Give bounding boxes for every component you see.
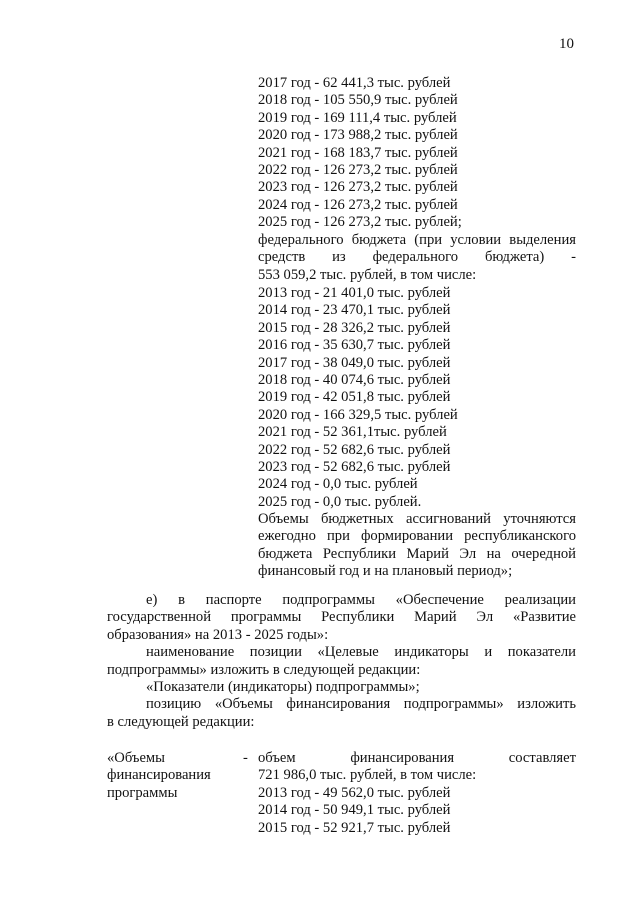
table-cell: «Объемы — [107, 750, 165, 766]
list-item: 2020 год - 166 329,5 тыс. рублей — [258, 406, 458, 423]
funding-list-federal — [258, 285, 576, 511]
paragraph-line: средств из федерального бюджета) - — [258, 249, 576, 266]
paragraph-line: федерального бюджета (при условии выделения — [258, 232, 576, 248]
passport-right-column — [258, 750, 576, 837]
paragraph-line: финансовый год и на плановый период»; — [258, 563, 513, 580]
list-item: 2016 год - 35 630,7 тыс. рублей — [258, 337, 451, 354]
list-item: 2015 год - 28 326,2 тыс. рублей — [258, 319, 451, 336]
list-item: 2023 год - 126 273,2 тыс. рублей — [258, 179, 458, 196]
table-cell: 721 986,0 тыс. рублей, в том числе: — [258, 767, 477, 784]
list-item: 2023 год - 52 682,6 тыс. рублей — [258, 458, 451, 475]
list-item: 2022 год - 52 682,6 тыс. рублей — [258, 441, 451, 458]
amendments-section — [107, 592, 576, 731]
paragraph-line: Объемы бюджетных ассигнований уточняются — [258, 511, 576, 527]
paragraph-line: 553 059,2 тыс. рублей, в том числе: — [258, 266, 477, 283]
list-item: 2019 год - 169 111,4 тыс. рублей — [258, 109, 457, 126]
table-cell: объем финансирования составляет — [258, 750, 576, 766]
list-item: 2025 год - 0,0 тыс. рублей. — [258, 493, 422, 510]
list-item: 2024 год - 126 273,2 тыс. рублей — [258, 196, 458, 213]
page-number: 10 — [559, 36, 574, 52]
list-item: 2021 год - 168 183,7 тыс. рублей — [258, 144, 458, 161]
table-cell: 2014 год - 50 949,1 тыс. рублей — [258, 802, 451, 819]
list-item: 2018 год - 105 550,9 тыс. рублей — [258, 92, 458, 109]
paragraph-line: «Показатели (индикаторы) подпрограммы»; — [146, 678, 420, 695]
list-item: 2022 год - 126 273,2 тыс. рублей — [258, 161, 458, 178]
funding-list-regional — [258, 75, 576, 232]
paragraph-line: образования» на 2013 - 2025 годы»: — [107, 626, 329, 643]
list-item: 2017 год - 62 441,3 тыс. рублей — [258, 75, 451, 91]
list-item: 2025 год - 126 273,2 тыс. рублей; — [258, 214, 462, 231]
table-cell: 2015 год - 52 921,7 тыс. рублей — [258, 819, 451, 836]
list-item: 2017 год - 38 049,0 тыс. рублей — [258, 354, 451, 371]
passport-dash: - — [243, 750, 248, 766]
table-cell: программы — [107, 784, 178, 801]
paragraph-line: государственной программы Республики Марий Эл «Развитие — [107, 609, 576, 626]
table-cell: 2013 год - 49 562,0 тыс. рублей — [258, 784, 451, 801]
list-item: 2018 год - 40 074,6 тыс. рублей — [258, 371, 451, 388]
paragraph-line: е) в паспорте подпрограммы «Обеспечение реализации — [146, 592, 576, 608]
list-item: 2020 год - 173 988,2 тыс. рублей — [258, 127, 458, 144]
paragraph-line: в следующей редакции: — [107, 713, 255, 730]
passport-left-column — [107, 750, 247, 802]
list-item: 2019 год - 42 051,8 тыс. рублей — [258, 389, 451, 406]
paragraph-line: подпрограммы» изложить в следующей редакции: — [107, 661, 421, 678]
federal-budget-paragraph — [258, 232, 576, 284]
list-item: 2014 год - 23 470,1 тыс. рублей — [258, 302, 451, 319]
list-item: 2013 год - 21 401,0 тыс. рублей — [258, 285, 451, 301]
list-item: 2024 год - 0,0 тыс. рублей — [258, 476, 418, 493]
table-cell: финансирования — [107, 767, 211, 784]
paragraph-line: ежегодно при формировании республиканского — [258, 528, 576, 545]
list-item: 2021 год - 52 361,1тыс. рублей — [258, 424, 447, 441]
paragraph-line: наименование позиции «Целевые индикаторы и показатели — [146, 644, 576, 661]
paragraph-line: бюджета Республики Марий Эл на очередной — [258, 545, 576, 562]
budget-note-paragraph — [258, 511, 576, 581]
paragraph-line: позицию «Объемы финансирования подпрограммы» изложить — [146, 696, 576, 713]
